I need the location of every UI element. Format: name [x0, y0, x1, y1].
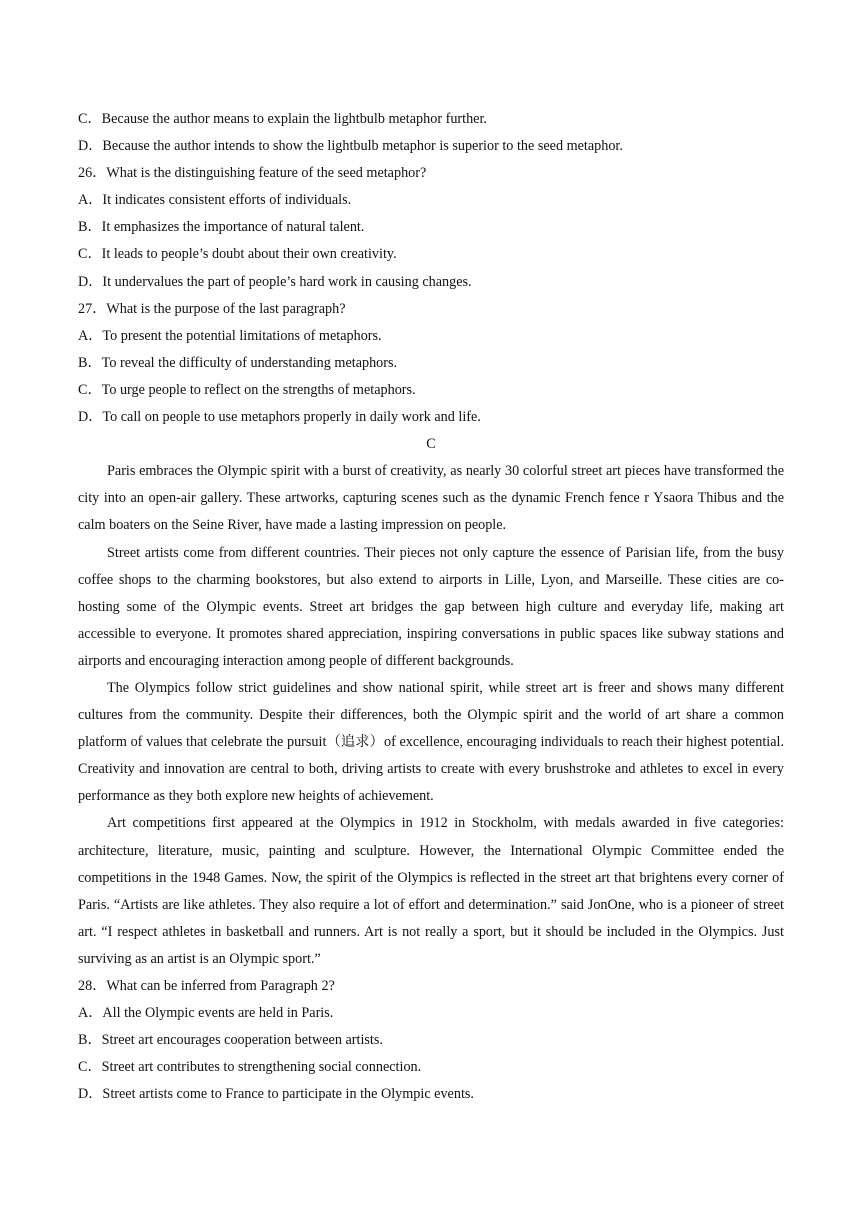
q26-option-c: C．It leads to people’s doubt about their own creativity. [78, 246, 397, 263]
q27-option-b: B．To reveal the difficulty of understanding metaphors. [78, 354, 398, 371]
q28-option-c: C．Street art contributes to strengthening social connection. [78, 1059, 422, 1076]
q28-stem: 28．What can be inferred from Paragraph 2? [78, 978, 335, 994]
passage-paragraph-4: Art competitions first appeared at the Olympics in 1912 in Stockholm, with medals awarded in five categories: architecture, literature, music, painting and sculpture. However, the International Olympic Committee ended the competitions in the 1948 Games. Now, the spirit of the Olympics is reflected in the street art that brightens every corner of Paris. “Artists are like athletes. They also require a lot of effort and determination.” said JonOne, who is a pioneer of street art. “I respect athletes in basketball and runners. Art is not really a sport, but it should be included in the Olympics. Just surviving as an artist is an Olympic sport.” [78, 815, 784, 967]
q28-option-b: B．Street art encourages cooperation between artists. [78, 1032, 383, 1049]
q26-option-b: B．It emphasizes the importance of natural talent. [78, 219, 365, 236]
passage-paragraph-2: Street artists come from different countries. Their pieces not only capture the essence of Parisian life, from the busy coffee shops to the charming bookstores, but also extend to airports in Lille, Lyon, and Marseille. These cities are co-hosting some of the Olympic events. Street art bridges the gap between high culture and everyday life, making art accessible to everyone. It promotes shared appreciation, inspiring conversations in public spaces like subway stations and airports and encouraging interaction among people of different backgrounds. [78, 544, 784, 669]
q26-stem: 26．What is the distinguishing feature of the seed metaphor? [78, 165, 427, 182]
q27-option-a: A．To present the potential limitations of metaphors. [78, 327, 382, 344]
q27-option-c: C．To urge people to reflect on the strengths of metaphors. [78, 381, 416, 398]
passage-paragraph-1: Paris embraces the Olympic spirit with a burst of creativity, as nearly 30 colorful street art pieces have transformed the city into an open-air gallery. These artworks, capturing scenes such as the dynamic French fence r Ysaora Thibus and the calm boaters on the Seine River, have made a lasting impression on people. [78, 463, 784, 534]
section-heading: C [426, 436, 436, 453]
q26-option-d: D．It undervalues the part of people’s hard work in causing changes. [78, 273, 472, 290]
q27-option-d: D．To call on people to use metaphors properly in daily work and life. [78, 409, 481, 426]
page-content [78, 106, 784, 1108]
q28-option-d: D．Street artists come to France to participate in the Olympic events. [78, 1086, 474, 1103]
q28-option-a: A．All the Olympic events are held in Paris. [78, 1005, 334, 1022]
q27-stem: 27．What is the purpose of the last paragraph? [78, 300, 346, 317]
q26-option-a: A．It indicates consistent efforts of individuals. [78, 192, 352, 209]
passage-paragraph-3: The Olympics follow strict guidelines and show national spirit, while street art is freer and shows many different cultures from the community. Despite their differences, both the Olympic spirit and the world of art share a common platform of values that celebrate the pursuit（追求）of excellence, encouraging individuals to reach their highest potential. Creativity and innovation are central to both, driving artists to create with every brushstroke and athletes to excel in every performance as they both explore new heights of achievement. [78, 679, 784, 805]
q25-option-c: C．Because the author means to explain the lightbulb metaphor further. [78, 111, 487, 127]
q25-option-d: D．Because the author intends to show the lightbulb metaphor is superior to the seed metaphor. [78, 138, 623, 155]
